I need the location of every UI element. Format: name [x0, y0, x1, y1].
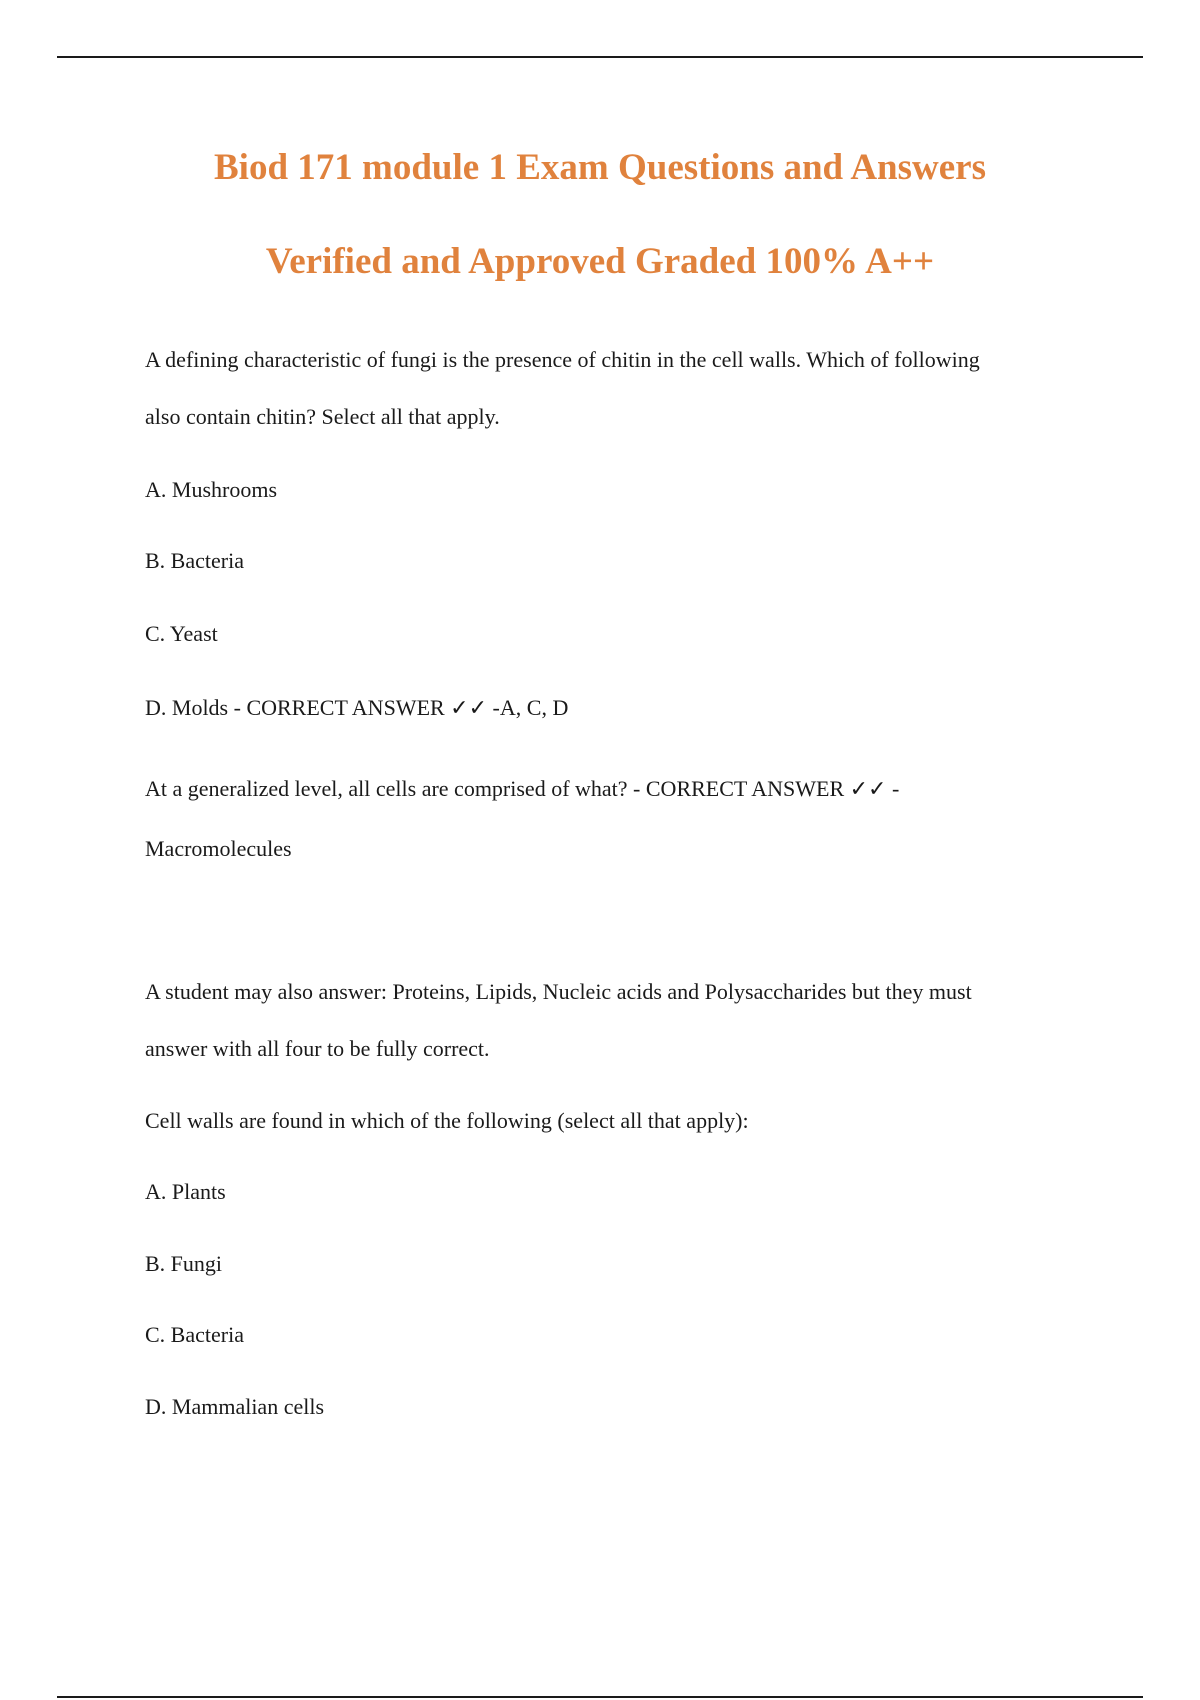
- document-title-line-1: Biod 171 module 1 Exam Questions and Answers: [214, 147, 986, 188]
- question-1-text-cont: also contain chitin? Select all that apply.: [145, 404, 500, 429]
- note-text-cont: answer with all four to be fully correct.: [145, 1036, 490, 1061]
- question-1-text: A defining characteristic of fungi is the presence of chitin in the cell walls. Which of following: [145, 347, 980, 372]
- question-2-answer: Macromolecules: [145, 836, 292, 861]
- question-2-text: At a generalized level, all cells are comprised of what? - CORRECT ANSWER ✓✓ -: [145, 776, 900, 801]
- option-b: B. Fungi: [145, 1251, 223, 1276]
- option-a: A. Plants: [145, 1179, 226, 1204]
- option-c: C. Bacteria: [145, 1322, 244, 1347]
- document-title-line-2: Verified and Approved Graded 100% A++: [265, 241, 935, 282]
- option-d: D. Mammalian cells: [145, 1394, 325, 1419]
- footer-rule: [57, 1696, 1143, 1698]
- header-rule: [57, 56, 1143, 58]
- note-text: A student may also answer: Proteins, Lipids, Nucleic acids and Polysaccharides but they must: [145, 979, 972, 1004]
- question-3-text: Cell walls are found in which of the following (select all that apply):: [145, 1108, 749, 1133]
- option-b: B. Bacteria: [145, 548, 244, 573]
- option-a: A. Mushrooms: [145, 477, 278, 502]
- option-d-answer: D. Molds - CORRECT ANSWER ✓✓ -A, C, D: [145, 695, 569, 720]
- option-c: C. Yeast: [145, 621, 218, 646]
